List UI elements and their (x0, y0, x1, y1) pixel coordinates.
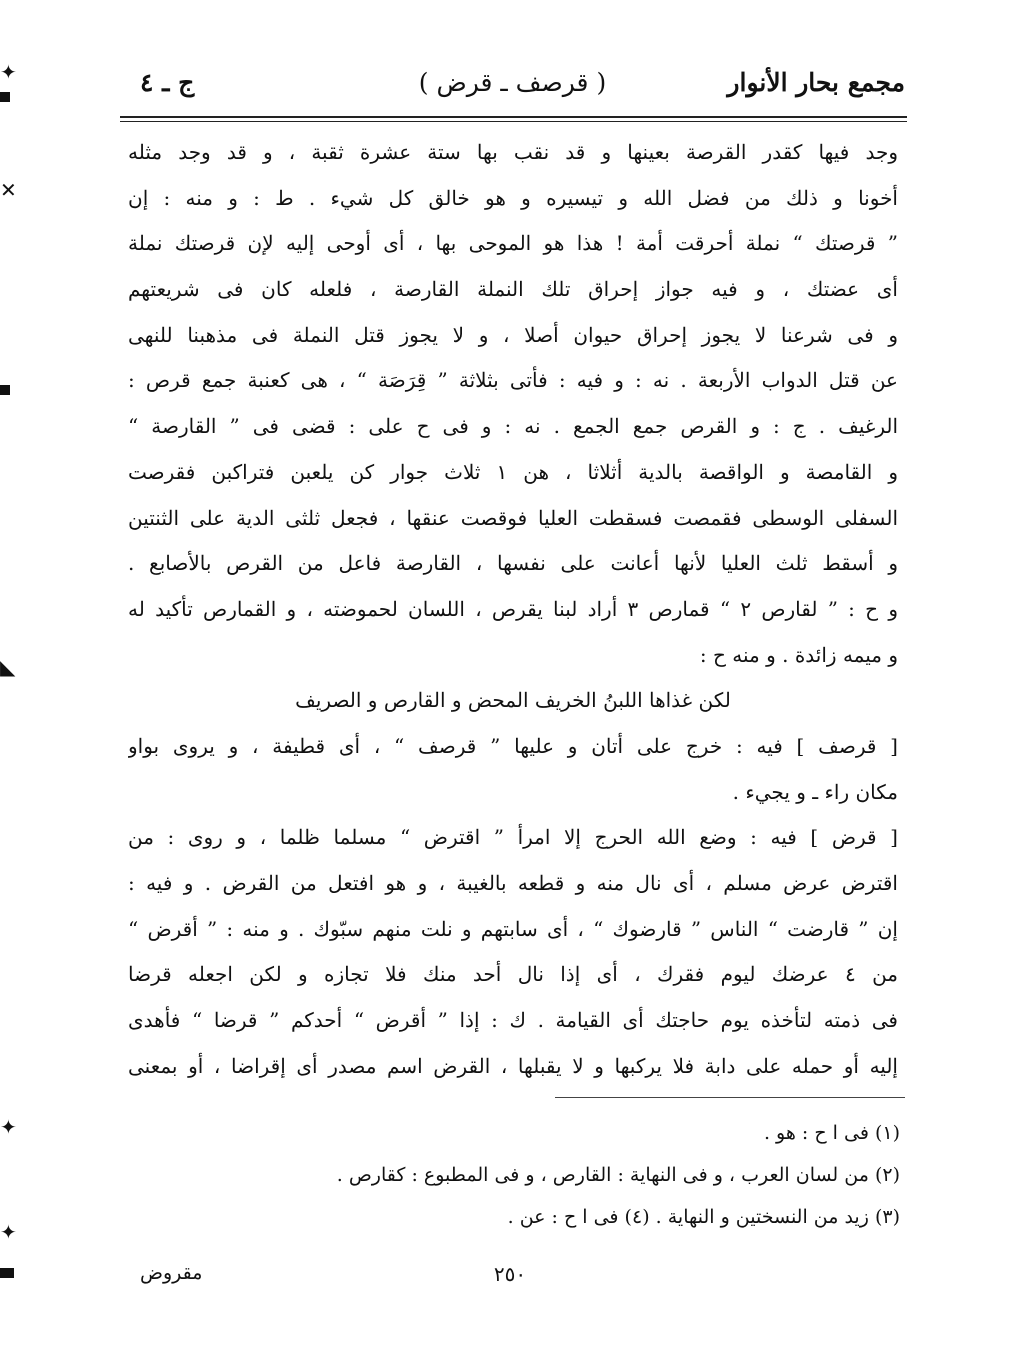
scan-mark-icon: ✦ (0, 60, 17, 84)
header-rule-thin (120, 121, 907, 122)
footnotes (300, 1112, 900, 1238)
scan-mark-icon: ✦ (0, 1115, 17, 1139)
text-line: إن ” قارضت “ الناس ” قارضوك “ ، أى سابتهم و نلت منهم سبّوك . و منه : ” أقرض “ (128, 916, 898, 941)
page-number: ٢٥٠ (493, 1262, 527, 1286)
text-line: أى عضتك ، و فيه جواز إحراق تلك النملة القارصة ، فلعله كان فى شريعتهم (128, 277, 898, 302)
text-line: الرغيف . ج : و القرص جمع الجمع . نه : و فى ح على : قضى فى ” القارصة “ (128, 414, 898, 439)
text-line: وجد فيها كقدر القرصة بعينها و قد نقب بها ستة عشرة ثقبة ، و قد وجد مثله (128, 140, 898, 164)
text-line: مكان راء ـ و يجيء . (732, 779, 898, 804)
text-line: فى ذمته لتأخذه يوم حاجتك أى القيامة . ك : إذا ” أقرض “ أحدكم ” قرضا “ فأهدى (128, 1008, 898, 1033)
catchword: مقروض (140, 1262, 203, 1284)
text-line: عن قتل الدواب الأربعة . نه : و فيه : فأتى بثلاثة ” قِرَصَة “ ، هى كعنبة جمع قرص : (128, 368, 898, 393)
scan-mark-icon: ✦ (0, 1220, 17, 1244)
scan-edge-mark (0, 92, 10, 102)
text-line: و ميمه زائدة . و منه ح : (699, 642, 898, 667)
text-line: السفلى الوسطى فقمصت فسقطت العليا فوقصت عنقها ، فجعل ثلثى الدية على الثنتين (128, 505, 898, 530)
text-line: و ح : ” لقارص ٢ “ قمارص ٣ أراد لبنا يقرص ، اللسان لحموضته ، و القمارص تأكيد له (128, 596, 898, 621)
footnote-3-4: (٣) زيد من النسختين و النهاية . (٤) فى ا ح : عن . (507, 1206, 900, 1228)
header-rule-thick (120, 116, 907, 118)
text-line: و فى شرعنا لا يجوز إحراق حيوان أصلا ، و لا يجوز قتل النملة فى مذهبنا للنهى (128, 322, 898, 347)
footnote-1: (١) فى ا ح : هو . (763, 1122, 900, 1144)
text-line: اقترض عرض مسلم ، أى نال منه و قطعه بالغيبة ، و هو افتعل من القرض . و فيه : (128, 871, 898, 895)
volume-label: ج ـ ٤ (140, 68, 195, 97)
text-line: إليه أو حمله على دابة فلا يركبها و لا يقبلها ، القرض اسم مصدر أى إقراضا ، أو بمعنى (128, 1053, 898, 1078)
text-line: و القامصة و الواقصة بالدية أثلاثا ، هن ١ ثلاث جوار كن يلعبن فتراكبن فقرصت (128, 459, 898, 484)
scan-mark-icon: ✕ (0, 178, 17, 202)
footnote-2: (٢) من لسان العرب ، و فى النهاية : القارص ، و فى المطبوع : كقارص . (336, 1164, 900, 1186)
scan-mark-icon: ◣ (0, 655, 16, 679)
book-title: مجمع بحار الأنوار (727, 68, 905, 97)
scan-edge-mark (0, 1268, 14, 1278)
entry-line-qard: [ قرض ] فيه : وضع الله الحرج إلا امرأ ” اقترض “ مسلما ظلما ، و روى : من (128, 825, 898, 850)
footnote-separator (555, 1097, 905, 1098)
text-line: من ٤ عرضك ليوم فقرك ، أى إذا نال أحد منك فلا تجازه و لكن اجعله قرضا (128, 962, 898, 987)
text-line: أخونا و ذلك من فضل الله و تيسيره و هو خالق كل شيء . ط : و منه : إن (128, 185, 898, 210)
verse-line: لكن غذاها اللبنُ الخريف المحض و القارص و الصريف (295, 688, 731, 713)
main-text (128, 130, 898, 1089)
running-header (120, 68, 905, 108)
text-line: و أسقط ثلث العليا لأنها أعانت على نفسها ، القارصة فاعل من القرص بالأصابع . (128, 551, 898, 576)
scan-edge-mark (0, 385, 10, 395)
entry-line-qursuf: [ قرصف ] فيه : خرج على أتان و عليها ” قرصف “ ، أى قطيفة ، و يروى بواو (128, 733, 898, 758)
text-line: ” قرصتك “ نملة أحرقت أمة ! هذا هو الموحى بها ، أى أوحى إليه لإن قرصتك نملة (128, 231, 898, 256)
entry-range: ( قرصف ـ قرض ) (418, 68, 607, 97)
